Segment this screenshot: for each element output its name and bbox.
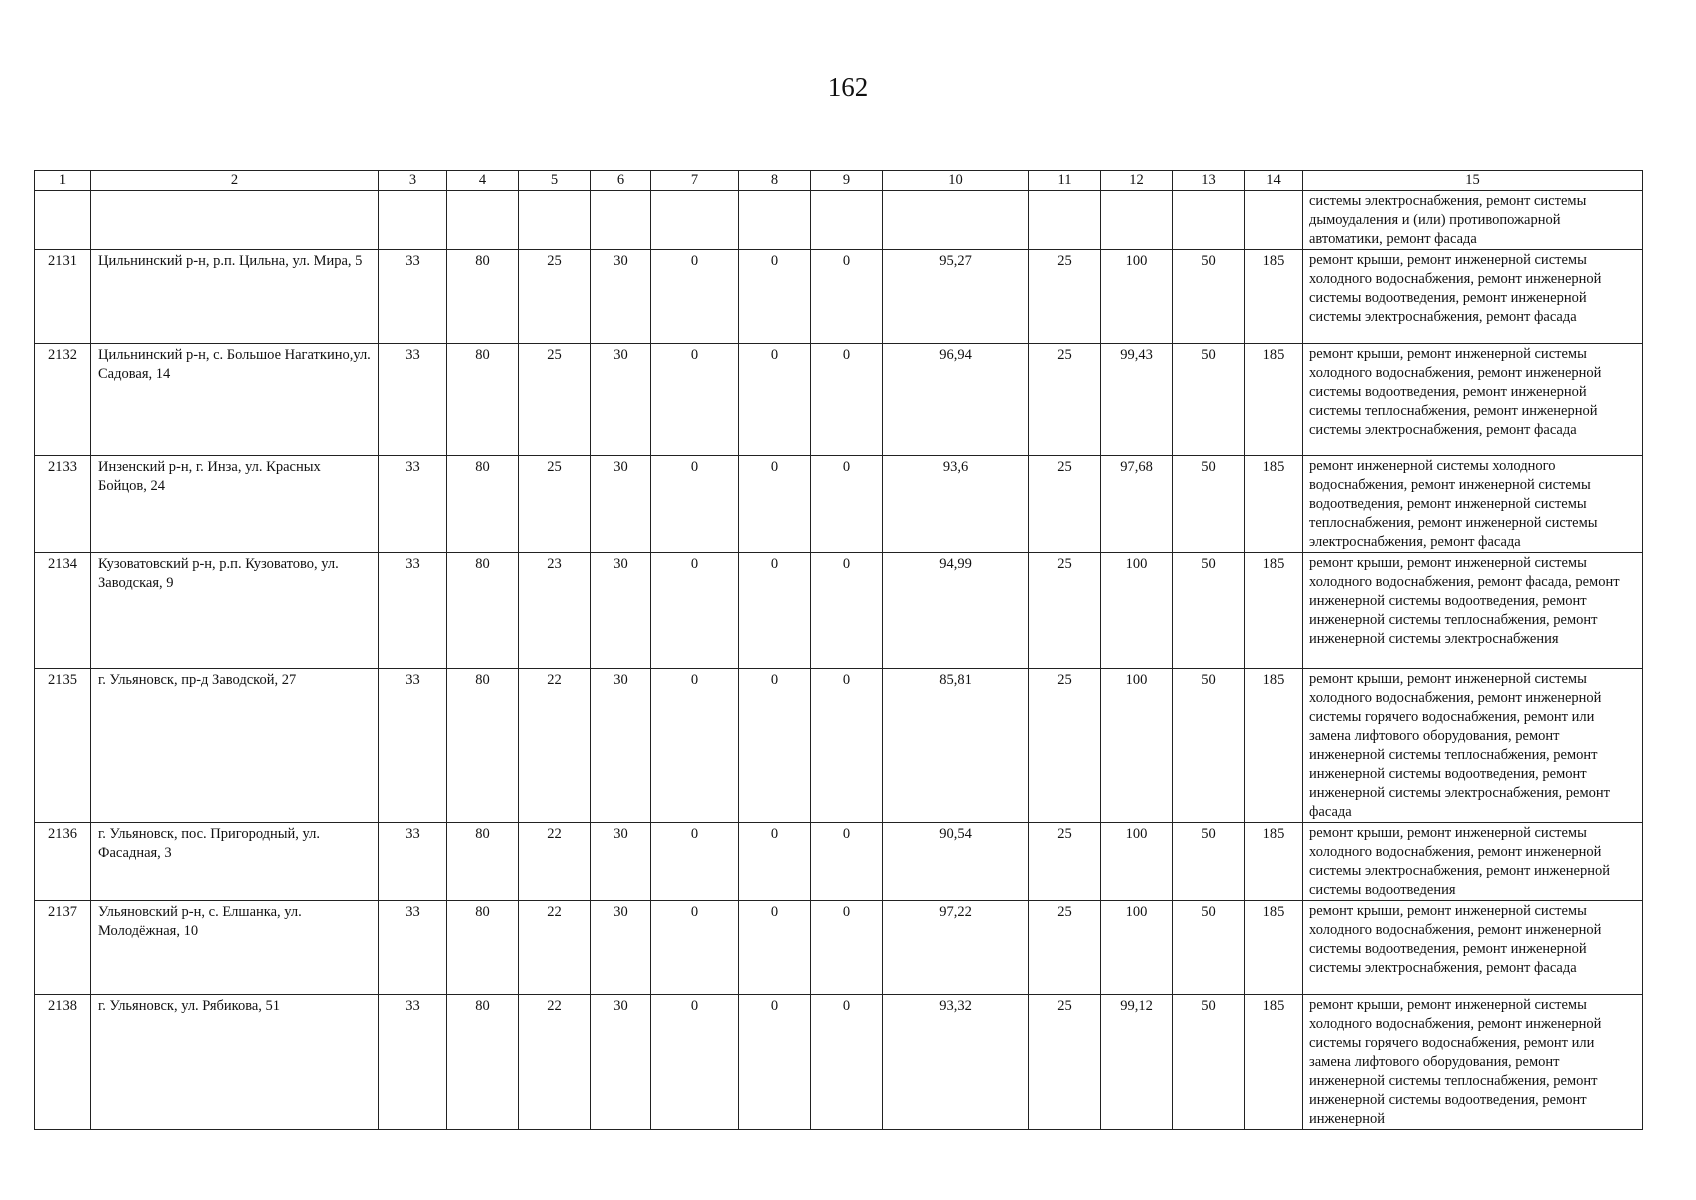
cell-col-10: 97,22: [883, 901, 1029, 995]
cell-col-9: 0: [811, 250, 883, 344]
cell-col-10: 96,94: [883, 344, 1029, 456]
cell-col-11: 25: [1029, 344, 1101, 456]
empty-cell: [811, 191, 883, 250]
table-row: [35, 344, 1643, 456]
cell-col-14: 185: [1245, 456, 1303, 553]
work-list-cell: ремонт крыши, ремонт инженерной системы холодного водоснабжения, ремонт инженерной системы горячего водоснабжения, ремонт или замена лифтового оборудования, ремонт инженерной системы теплоснабжения, ремонт инженерной системы водоотведения, ремонт инженерной системы электроснабжения, ремонт фасада: [1303, 669, 1643, 823]
cell-col-6: 30: [591, 901, 651, 995]
cell-col-13: 50: [1173, 250, 1245, 344]
cell-col-5: 22: [519, 823, 591, 901]
cell-col-3: 33: [379, 250, 447, 344]
data-table: [34, 170, 1643, 1130]
cell-col-13: 50: [1173, 553, 1245, 669]
cell-col-13: 50: [1173, 901, 1245, 995]
cell-col-8: 0: [739, 553, 811, 669]
table-row: [35, 456, 1643, 553]
column-header-13: 13: [1173, 171, 1245, 191]
empty-cell: [1029, 191, 1101, 250]
empty-cell: [379, 191, 447, 250]
cell-col-5: 23: [519, 553, 591, 669]
cell-col-14: 185: [1245, 250, 1303, 344]
cell-col-7: 0: [651, 250, 739, 344]
cell-col-5: 22: [519, 995, 591, 1130]
cell-col-6: 30: [591, 823, 651, 901]
cell-col-4: 80: [447, 823, 519, 901]
cell-col-6: 30: [591, 669, 651, 823]
work-list-cell: ремонт крыши, ремонт инженерной системы холодного водоснабжения, ремонт инженерной системы водоотведения, ремонт инженерной системы теплоснабжения, ремонт инженерной системы электроснабжения, ремонт фасада: [1303, 344, 1643, 456]
address-cell: Цильнинский р-н, р.п. Цильна, ул. Мира, 5: [91, 250, 379, 344]
cell-col-8: 0: [739, 995, 811, 1130]
row-number: 2131: [35, 250, 91, 344]
work-list-cell: ремонт инженерной системы холодного водоснабжения, ремонт инженерной системы водоотведения, ремонт инженерной системы теплоснабжения, ремонт инженерной системы электроснабжения, ремонт фасада: [1303, 456, 1643, 553]
row-number: 2138: [35, 995, 91, 1130]
cell-col-8: 0: [739, 823, 811, 901]
cell-col-7: 0: [651, 995, 739, 1130]
empty-cell: [1245, 191, 1303, 250]
cell-col-3: 33: [379, 823, 447, 901]
cell-col-13: 50: [1173, 344, 1245, 456]
row-number: 2137: [35, 901, 91, 995]
cell-col-12: 99,12: [1101, 995, 1173, 1130]
column-header-14: 14: [1245, 171, 1303, 191]
empty-cell: [447, 191, 519, 250]
column-header-5: 5: [519, 171, 591, 191]
cell-col-7: 0: [651, 344, 739, 456]
cell-col-8: 0: [739, 344, 811, 456]
cell-col-10: 93,32: [883, 995, 1029, 1130]
column-header-15: 15: [1303, 171, 1643, 191]
cell-col-10: 94,99: [883, 553, 1029, 669]
cell-col-13: 50: [1173, 669, 1245, 823]
column-header-4: 4: [447, 171, 519, 191]
row-number: 2133: [35, 456, 91, 553]
empty-cell: [651, 191, 739, 250]
column-header-11: 11: [1029, 171, 1101, 191]
cell-col-4: 80: [447, 553, 519, 669]
cell-col-10: 93,6: [883, 456, 1029, 553]
empty-cell: [35, 191, 91, 250]
cell-col-14: 185: [1245, 553, 1303, 669]
cell-col-9: 0: [811, 995, 883, 1130]
cell-col-11: 25: [1029, 456, 1101, 553]
column-header-9: 9: [811, 171, 883, 191]
cell-col-7: 0: [651, 669, 739, 823]
cell-col-5: 22: [519, 901, 591, 995]
cell-col-12: 100: [1101, 669, 1173, 823]
cell-col-4: 80: [447, 250, 519, 344]
cell-col-6: 30: [591, 995, 651, 1130]
cell-col-3: 33: [379, 901, 447, 995]
cell-col-7: 0: [651, 553, 739, 669]
cell-col-3: 33: [379, 553, 447, 669]
cell-col-10: 90,54: [883, 823, 1029, 901]
row-number: 2132: [35, 344, 91, 456]
cell-col-14: 185: [1245, 995, 1303, 1130]
cell-col-9: 0: [811, 669, 883, 823]
table-row: [35, 995, 1643, 1130]
column-header-1: 1: [35, 171, 91, 191]
cell-col-7: 0: [651, 456, 739, 553]
row-number: 2135: [35, 669, 91, 823]
cell-col-12: 100: [1101, 250, 1173, 344]
cell-col-8: 0: [739, 901, 811, 995]
cell-col-10: 85,81: [883, 669, 1029, 823]
empty-cell: [739, 191, 811, 250]
table-row: [35, 250, 1643, 344]
continuation-work-list: системы электроснабжения, ремонт системы дымоудаления и (или) противопожарной автоматики, ремонт фасада: [1303, 191, 1643, 250]
cell-col-8: 0: [739, 669, 811, 823]
cell-col-5: 25: [519, 250, 591, 344]
column-header-6: 6: [591, 171, 651, 191]
cell-col-3: 33: [379, 669, 447, 823]
table-row: [35, 823, 1643, 901]
cell-col-9: 0: [811, 823, 883, 901]
cell-col-9: 0: [811, 344, 883, 456]
cell-col-4: 80: [447, 995, 519, 1130]
empty-cell: [91, 191, 379, 250]
cell-col-9: 0: [811, 456, 883, 553]
cell-col-7: 0: [651, 823, 739, 901]
cell-col-6: 30: [591, 344, 651, 456]
address-cell: Кузоватовский р-н, р.п. Кузоватово, ул. Заводская, 9: [91, 553, 379, 669]
cell-col-6: 30: [591, 250, 651, 344]
cell-col-14: 185: [1245, 669, 1303, 823]
cell-col-5: 25: [519, 344, 591, 456]
cell-col-14: 185: [1245, 901, 1303, 995]
cell-col-4: 80: [447, 456, 519, 553]
cell-col-12: 100: [1101, 553, 1173, 669]
cell-col-11: 25: [1029, 901, 1101, 995]
address-cell: г. Ульяновск, пр-д Заводской, 27: [91, 669, 379, 823]
cell-col-11: 25: [1029, 669, 1101, 823]
cell-col-3: 33: [379, 995, 447, 1130]
work-list-cell: ремонт крыши, ремонт инженерной системы холодного водоснабжения, ремонт инженерной системы водоотведения, ремонт инженерной системы электроснабжения, ремонт фасада: [1303, 901, 1643, 995]
cell-col-4: 80: [447, 901, 519, 995]
cell-col-14: 185: [1245, 344, 1303, 456]
work-list-cell: ремонт крыши, ремонт инженерной системы холодного водоснабжения, ремонт фасада, ремонт инженерной системы водоотведения, ремонт инженерной системы теплоснабжения, ремонт инженерной системы электроснабжения: [1303, 553, 1643, 669]
column-header-3: 3: [379, 171, 447, 191]
cell-col-3: 33: [379, 344, 447, 456]
cell-col-12: 100: [1101, 901, 1173, 995]
cell-col-11: 25: [1029, 823, 1101, 901]
column-header-2: 2: [91, 171, 379, 191]
column-header-10: 10: [883, 171, 1029, 191]
cell-col-14: 185: [1245, 823, 1303, 901]
empty-cell: [591, 191, 651, 250]
address-cell: Инзенский р-н, г. Инза, ул. Красных Бойцов, 24: [91, 456, 379, 553]
cell-col-5: 25: [519, 456, 591, 553]
column-header-7: 7: [651, 171, 739, 191]
address-cell: г. Ульяновск, ул. Рябикова, 51: [91, 995, 379, 1130]
cell-col-13: 50: [1173, 823, 1245, 901]
cell-col-6: 30: [591, 553, 651, 669]
cell-col-5: 22: [519, 669, 591, 823]
table-row: [35, 669, 1643, 823]
table-row: [35, 553, 1643, 669]
cell-col-12: 99,43: [1101, 344, 1173, 456]
empty-cell: [1173, 191, 1245, 250]
address-cell: Цильнинский р-н, с. Большое Нагаткино,ул. Садовая, 14: [91, 344, 379, 456]
cell-col-8: 0: [739, 456, 811, 553]
cell-col-11: 25: [1029, 553, 1101, 669]
cell-col-8: 0: [739, 250, 811, 344]
cell-col-6: 30: [591, 456, 651, 553]
column-number-row: [35, 171, 1643, 191]
cell-col-11: 25: [1029, 250, 1101, 344]
cell-col-4: 80: [447, 344, 519, 456]
cell-col-13: 50: [1173, 995, 1245, 1130]
work-list-cell: ремонт крыши, ремонт инженерной системы холодного водоснабжения, ремонт инженерной системы водоотведения, ремонт инженерной системы электроснабжения, ремонт фасада: [1303, 250, 1643, 344]
cell-col-10: 95,27: [883, 250, 1029, 344]
column-header-12: 12: [1101, 171, 1173, 191]
empty-cell: [1101, 191, 1173, 250]
cell-col-9: 0: [811, 901, 883, 995]
continuation-row: [35, 191, 1643, 250]
row-number: 2136: [35, 823, 91, 901]
table-row: [35, 901, 1643, 995]
cell-col-9: 0: [811, 553, 883, 669]
empty-cell: [883, 191, 1029, 250]
cell-col-12: 100: [1101, 823, 1173, 901]
cell-col-13: 50: [1173, 456, 1245, 553]
cell-col-4: 80: [447, 669, 519, 823]
address-cell: г. Ульяновск, пос. Пригородный, ул. Фасадная, 3: [91, 823, 379, 901]
empty-cell: [519, 191, 591, 250]
cell-col-3: 33: [379, 456, 447, 553]
row-number: 2134: [35, 553, 91, 669]
address-cell: Ульяновский р-н, с. Елшанка, ул. Молодёжная, 10: [91, 901, 379, 995]
work-list-cell: ремонт крыши, ремонт инженерной системы холодного водоснабжения, ремонт инженерной системы горячего водоснабжения, ремонт или замена лифтового оборудования, ремонт инженерной системы теплоснабжения, ремонт инженерной системы водоотведения, ремонт инженерной: [1303, 995, 1643, 1130]
cell-col-7: 0: [651, 901, 739, 995]
page-number: 162: [827, 72, 869, 102]
cell-col-12: 97,68: [1101, 456, 1173, 553]
cell-col-11: 25: [1029, 995, 1101, 1130]
work-list-cell: ремонт крыши, ремонт инженерной системы холодного водоснабжения, ремонт инженерной системы электроснабжения, ремонт инженерной системы водоотведения: [1303, 823, 1643, 901]
column-header-8: 8: [739, 171, 811, 191]
